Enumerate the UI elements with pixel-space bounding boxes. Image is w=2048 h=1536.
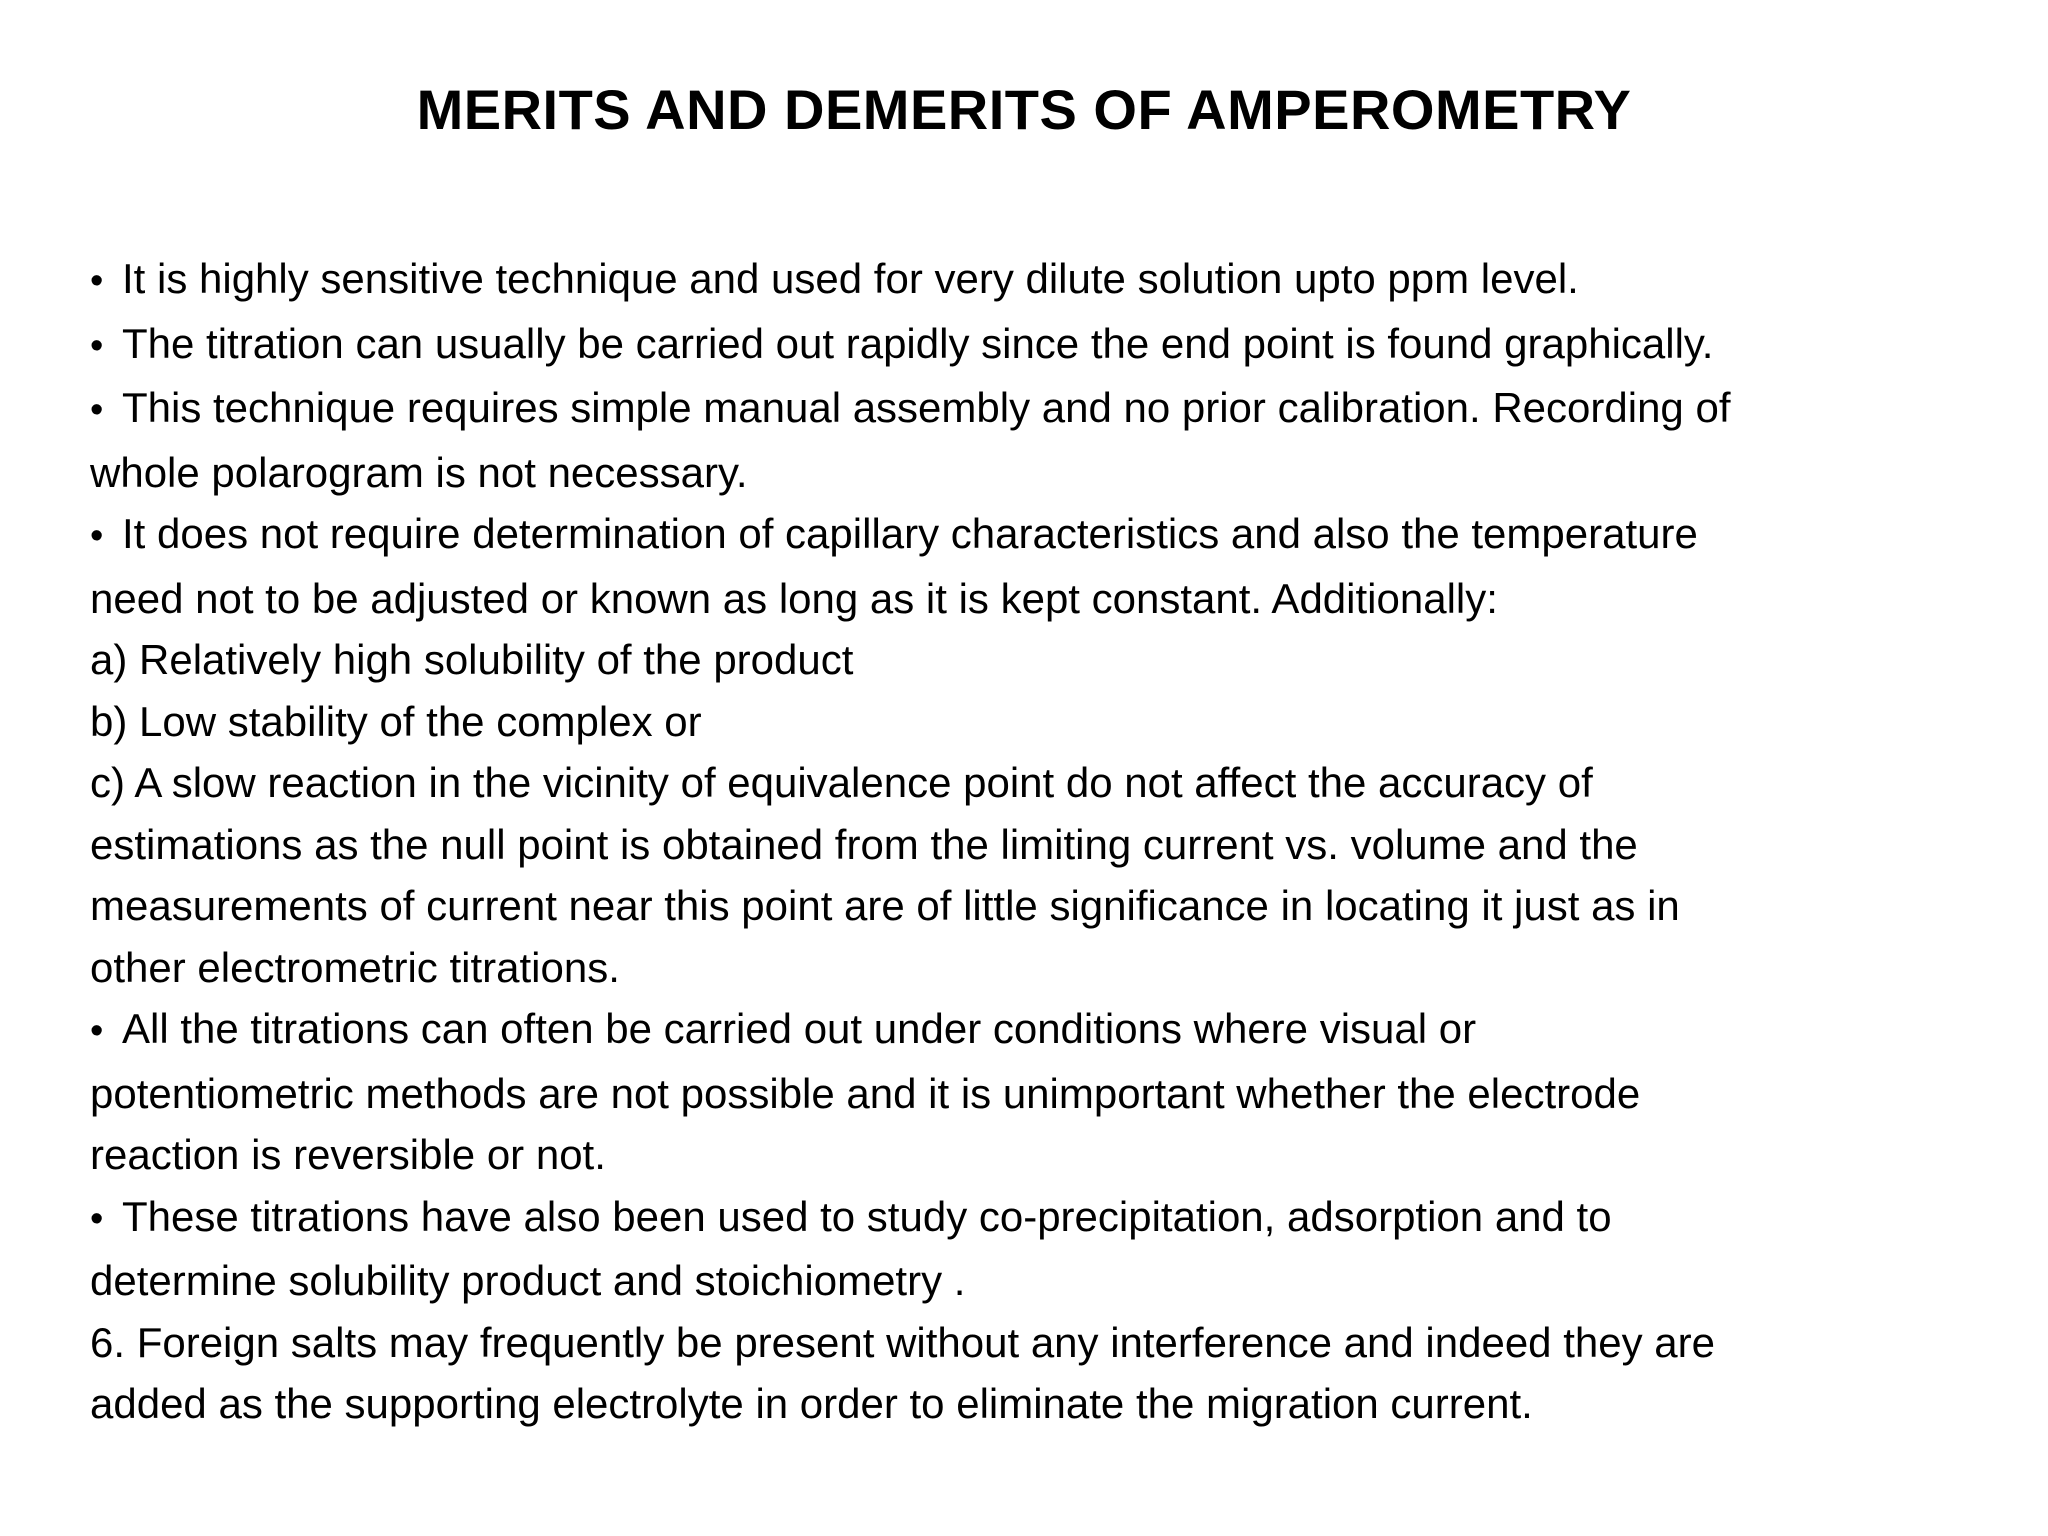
line-text: b) Low stability of the complex or xyxy=(90,697,702,745)
line-text: need not to be adjusted or known as long as it is kept constant. Additionally: xyxy=(90,574,1498,622)
line-text: other electrometric titrations. xyxy=(90,943,620,991)
line-text: This technique requires simple manual assembly and no prior calibration. Recording of xyxy=(122,384,1731,431)
line-text: determine solubility product and stoichiometry . xyxy=(90,1257,966,1304)
bullet-icon: • xyxy=(90,515,104,557)
line-text: added as the supporting electrolyte in order to eliminate the migration current. xyxy=(90,1380,1533,1427)
bullet-icon: • xyxy=(90,1010,104,1052)
line-text: These titrations have also been used to study co-precipitation, adsorption and to xyxy=(122,1192,1612,1240)
line-text: potentiometric methods are not possible and it is unimportant whether the electrode xyxy=(90,1069,1641,1117)
bullet-icon: • xyxy=(90,324,104,367)
text-line xyxy=(90,629,1970,691)
text-line xyxy=(90,1312,1970,1374)
text-line xyxy=(90,442,1970,504)
bullet-line xyxy=(90,998,1970,1063)
bullet-line xyxy=(90,503,1970,568)
text-line xyxy=(90,1124,1970,1186)
text-line xyxy=(90,1373,1970,1435)
text-line xyxy=(90,568,1970,630)
line-text: The titration can usually be carried out rapidly since the end point is found graphically. xyxy=(122,319,1714,367)
text-line xyxy=(90,752,1970,814)
slide-body xyxy=(90,248,1970,1435)
text-line xyxy=(90,937,1970,999)
bullet-line xyxy=(90,313,1970,378)
bullet-icon: • xyxy=(90,389,104,431)
text-line xyxy=(90,1250,1970,1312)
text-line xyxy=(90,1063,1970,1125)
bullet-icon: • xyxy=(90,1197,104,1240)
line-text: whole polarogram is not necessary. xyxy=(90,448,748,496)
line-text: measurements of current near this point are of little significance in locating it just as in xyxy=(90,882,1680,929)
text-line xyxy=(90,875,1970,937)
line-text: All the titrations can often be carried out under conditions where visual or xyxy=(122,1005,1477,1052)
bullet-line xyxy=(90,1186,1970,1251)
text-line xyxy=(90,691,1970,753)
line-text: estimations as the null point is obtained from the limiting current vs. volume and the xyxy=(90,820,1638,868)
line-text: a) Relatively high solubility of the product xyxy=(90,636,854,683)
line-text: 6. Foreign salts may frequently be present without any interference and indeed they are xyxy=(90,1318,1715,1366)
line-text: reaction is reversible or not. xyxy=(90,1131,606,1178)
line-text: It does not require determination of capillary characteristics and also the temperature xyxy=(122,510,1698,557)
bullet-line xyxy=(90,377,1970,442)
slide-title: MERITS AND DEMERITS OF AMPEROMETRY xyxy=(416,78,1632,141)
text-line xyxy=(90,814,1970,876)
line-text: It is highly sensitive technique and used for very dilute solution upto ppm level. xyxy=(122,255,1579,302)
bullet-icon: • xyxy=(90,260,104,302)
bullet-line xyxy=(90,248,1970,313)
line-text: c) A slow reaction in the vicinity of equivalence point do not affect the accuracy of xyxy=(90,759,1593,806)
